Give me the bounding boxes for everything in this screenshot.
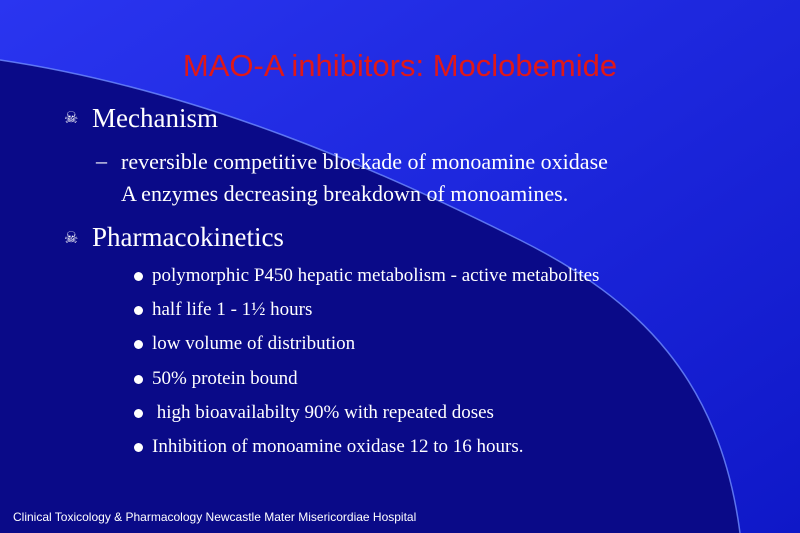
bullet-dot <box>134 443 143 452</box>
pk-item-2: half life 1 - 1½ hours <box>152 299 313 320</box>
mechanism-line-1: reversible competitive blockade of monoamine oxidase <box>121 149 608 174</box>
bullet-dot <box>134 340 143 349</box>
skull-crossbones-icon: ☠ <box>64 230 79 247</box>
bullet-dot <box>134 375 143 384</box>
slide-footer: Clinical Toxicology & Pharmacology Newcastle Mater Misericordiae Hospital <box>13 510 417 524</box>
slide-title: MAO-A inhibitors: Moclobemide <box>182 48 618 83</box>
pk-item-5: high bioavailabilty 90% with repeated doses <box>152 402 494 423</box>
pk-item-6: Inhibition of monoamine oxidase 12 to 16 hours. <box>152 436 524 457</box>
dash-bullet: – <box>96 148 107 173</box>
pk-item-1: polymorphic P450 hepatic metabolism - active metabolites <box>152 265 600 286</box>
pk-item-4: 50% protein bound <box>152 368 298 389</box>
heading-pharmacokinetics: Pharmacokinetics <box>92 222 284 252</box>
bullet-dot <box>134 409 143 418</box>
skull-crossbones-icon: ☠ <box>64 110 79 127</box>
pk-item-3: low volume of distribution <box>152 333 356 354</box>
mechanism-line-2: A enzymes decreasing breakdown of monoamines. <box>121 181 569 206</box>
bullet-dot <box>134 272 143 281</box>
bullet-dot <box>134 306 143 315</box>
heading-mechanism: Mechanism <box>92 103 218 133</box>
